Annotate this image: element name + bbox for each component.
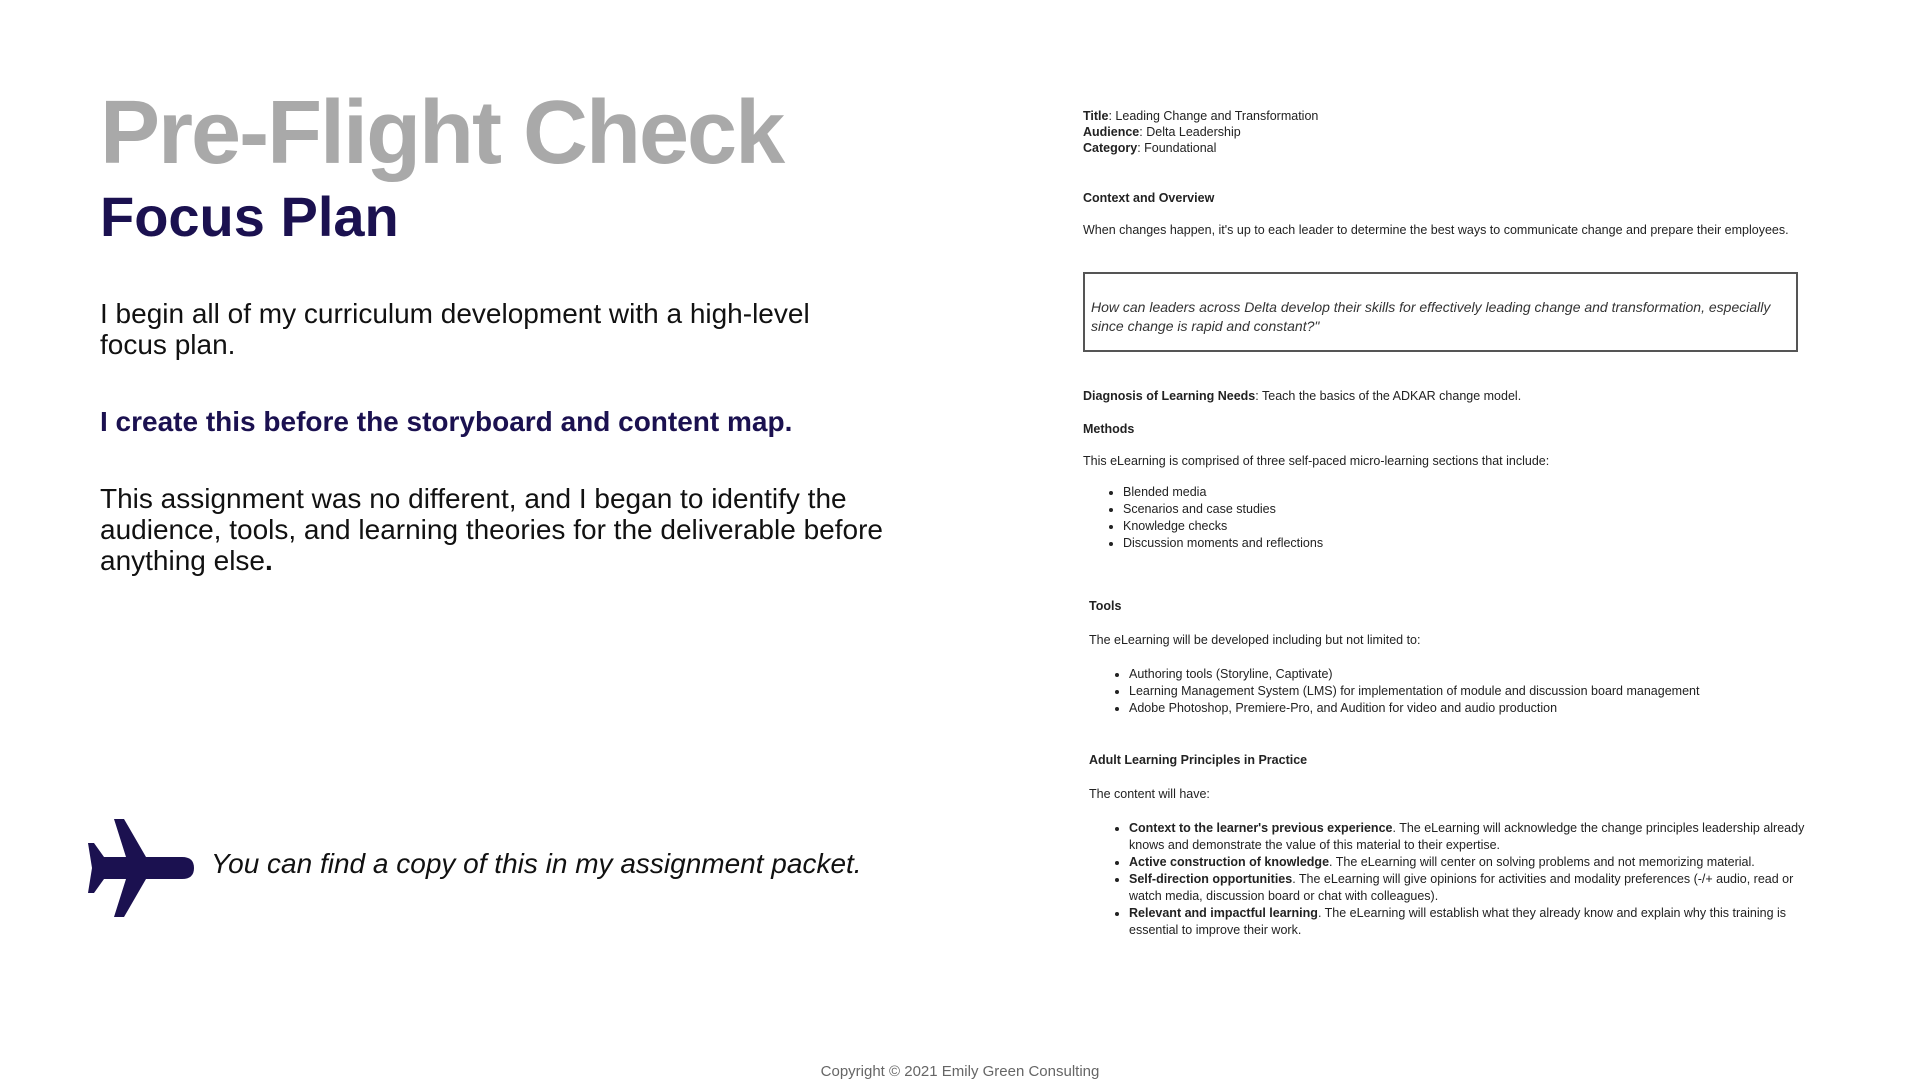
diagnosis-value: : Teach the basics of the ADKAR change model. <box>1255 389 1522 403</box>
list-item: • Learning Management System (LMS) for implementation of module and discussion board management <box>1129 683 1699 700</box>
copyright-icon: © <box>889 1063 901 1080</box>
list-item: • Authoring tools (Storyline, Captivate) <box>1129 666 1699 683</box>
principle-text: . The eLearning will acknowledge the change principles leadership already knows and demonstrate the value of this material to their expertise. <box>1129 821 1805 852</box>
intro-paragraph: I begin all of my curriculum development with a high-level focus plan. <box>100 298 810 360</box>
meta-category-value: : Foundational <box>1137 141 1217 155</box>
airplane-icon <box>86 817 194 919</box>
meta-title-value: : Leading Change and Transformation <box>1108 109 1319 123</box>
context-heading: Context and Overview <box>1083 191 1215 205</box>
list-item: • Scenarios and case studies <box>1123 501 1323 518</box>
principle-title: Context to the learner's previous experience <box>1129 821 1393 835</box>
guiding-question-box: How can leaders across Delta develop their skills for effectively leading change and transformation, especially since change is rapid and constant?" <box>1083 272 1798 352</box>
list-item <box>1129 871 1829 905</box>
highlight-paragraph: I create this before the storyboard and content map. <box>100 406 793 437</box>
copyright-footer <box>0 1063 1920 1080</box>
principle-text: . The eLearning will establish what they already know and explain why this training is essential to improve their work. <box>1129 906 1787 937</box>
context-text: When changes happen, it's up to each leader to determine the best ways to communicate change and prepare their employees. <box>1083 223 1789 237</box>
meta-category <box>1083 140 1318 156</box>
meta-audience-value: : Delta Leadership <box>1139 125 1241 139</box>
assignment-paragraph <box>100 483 890 576</box>
page-title: Pre-Flight Check <box>100 83 784 183</box>
principles-list <box>1089 820 1829 939</box>
tools-text: The eLearning will be developed including but not limited to: <box>1089 633 1421 647</box>
list-item: • Blended media <box>1123 484 1323 501</box>
assignment-packet-note: You can find a copy of this in my assignment packet. <box>211 848 862 879</box>
principle-title: Relevant and impactful learning <box>1129 906 1318 920</box>
assignment-paragraph-end: . <box>265 545 273 576</box>
list-item <box>1129 905 1829 939</box>
list-item <box>1129 854 1829 871</box>
list-item: • Discussion moments and reflections <box>1123 535 1323 552</box>
principle-text: . The eLearning will give opinions for activities and modality preferences (-/+ audio, read or watch media, discussion board or chat with colleagues). <box>1129 872 1794 903</box>
tools-list <box>1089 666 1699 717</box>
document-meta <box>1083 108 1318 156</box>
principle-text: . The eLearning will center on solving problems and not memorizing material. <box>1329 855 1755 869</box>
meta-title-label: Title <box>1083 109 1109 123</box>
list-item: • Knowledge checks <box>1123 518 1323 535</box>
meta-audience <box>1083 124 1318 140</box>
footer-text: 2021 Emily Green Consulting <box>900 1063 1100 1080</box>
list-item: • Adobe Photoshop, Premiere-Pro, and Audition for video and audio production <box>1129 700 1699 717</box>
diagnosis-line <box>1083 388 1521 404</box>
methods-list <box>1083 484 1323 552</box>
methods-heading: Methods <box>1083 422 1135 436</box>
meta-audience-label: Audience <box>1083 125 1140 139</box>
page-subtitle: Focus Plan <box>100 185 399 248</box>
diagnosis-label: Diagnosis of Learning Needs <box>1083 389 1256 403</box>
list-item <box>1129 820 1829 854</box>
principles-text: The content will have: <box>1089 787 1210 801</box>
principle-title: Active construction of knowledge <box>1129 855 1330 869</box>
principles-heading: Adult Learning Principles in Practice <box>1089 753 1308 767</box>
principle-title: Self-direction opportunities <box>1129 872 1293 886</box>
methods-text: This eLearning is comprised of three self-paced micro-learning sections that include: <box>1083 454 1550 468</box>
meta-title <box>1083 108 1318 124</box>
assignment-paragraph-text: This assignment was no different, and I began to identify the audience, tools, and learning theories for the deliverable before anything else <box>100 483 883 576</box>
tools-heading: Tools <box>1089 599 1122 613</box>
footer-prefix: Copyright <box>820 1063 890 1080</box>
meta-category-label: Category <box>1083 141 1138 155</box>
